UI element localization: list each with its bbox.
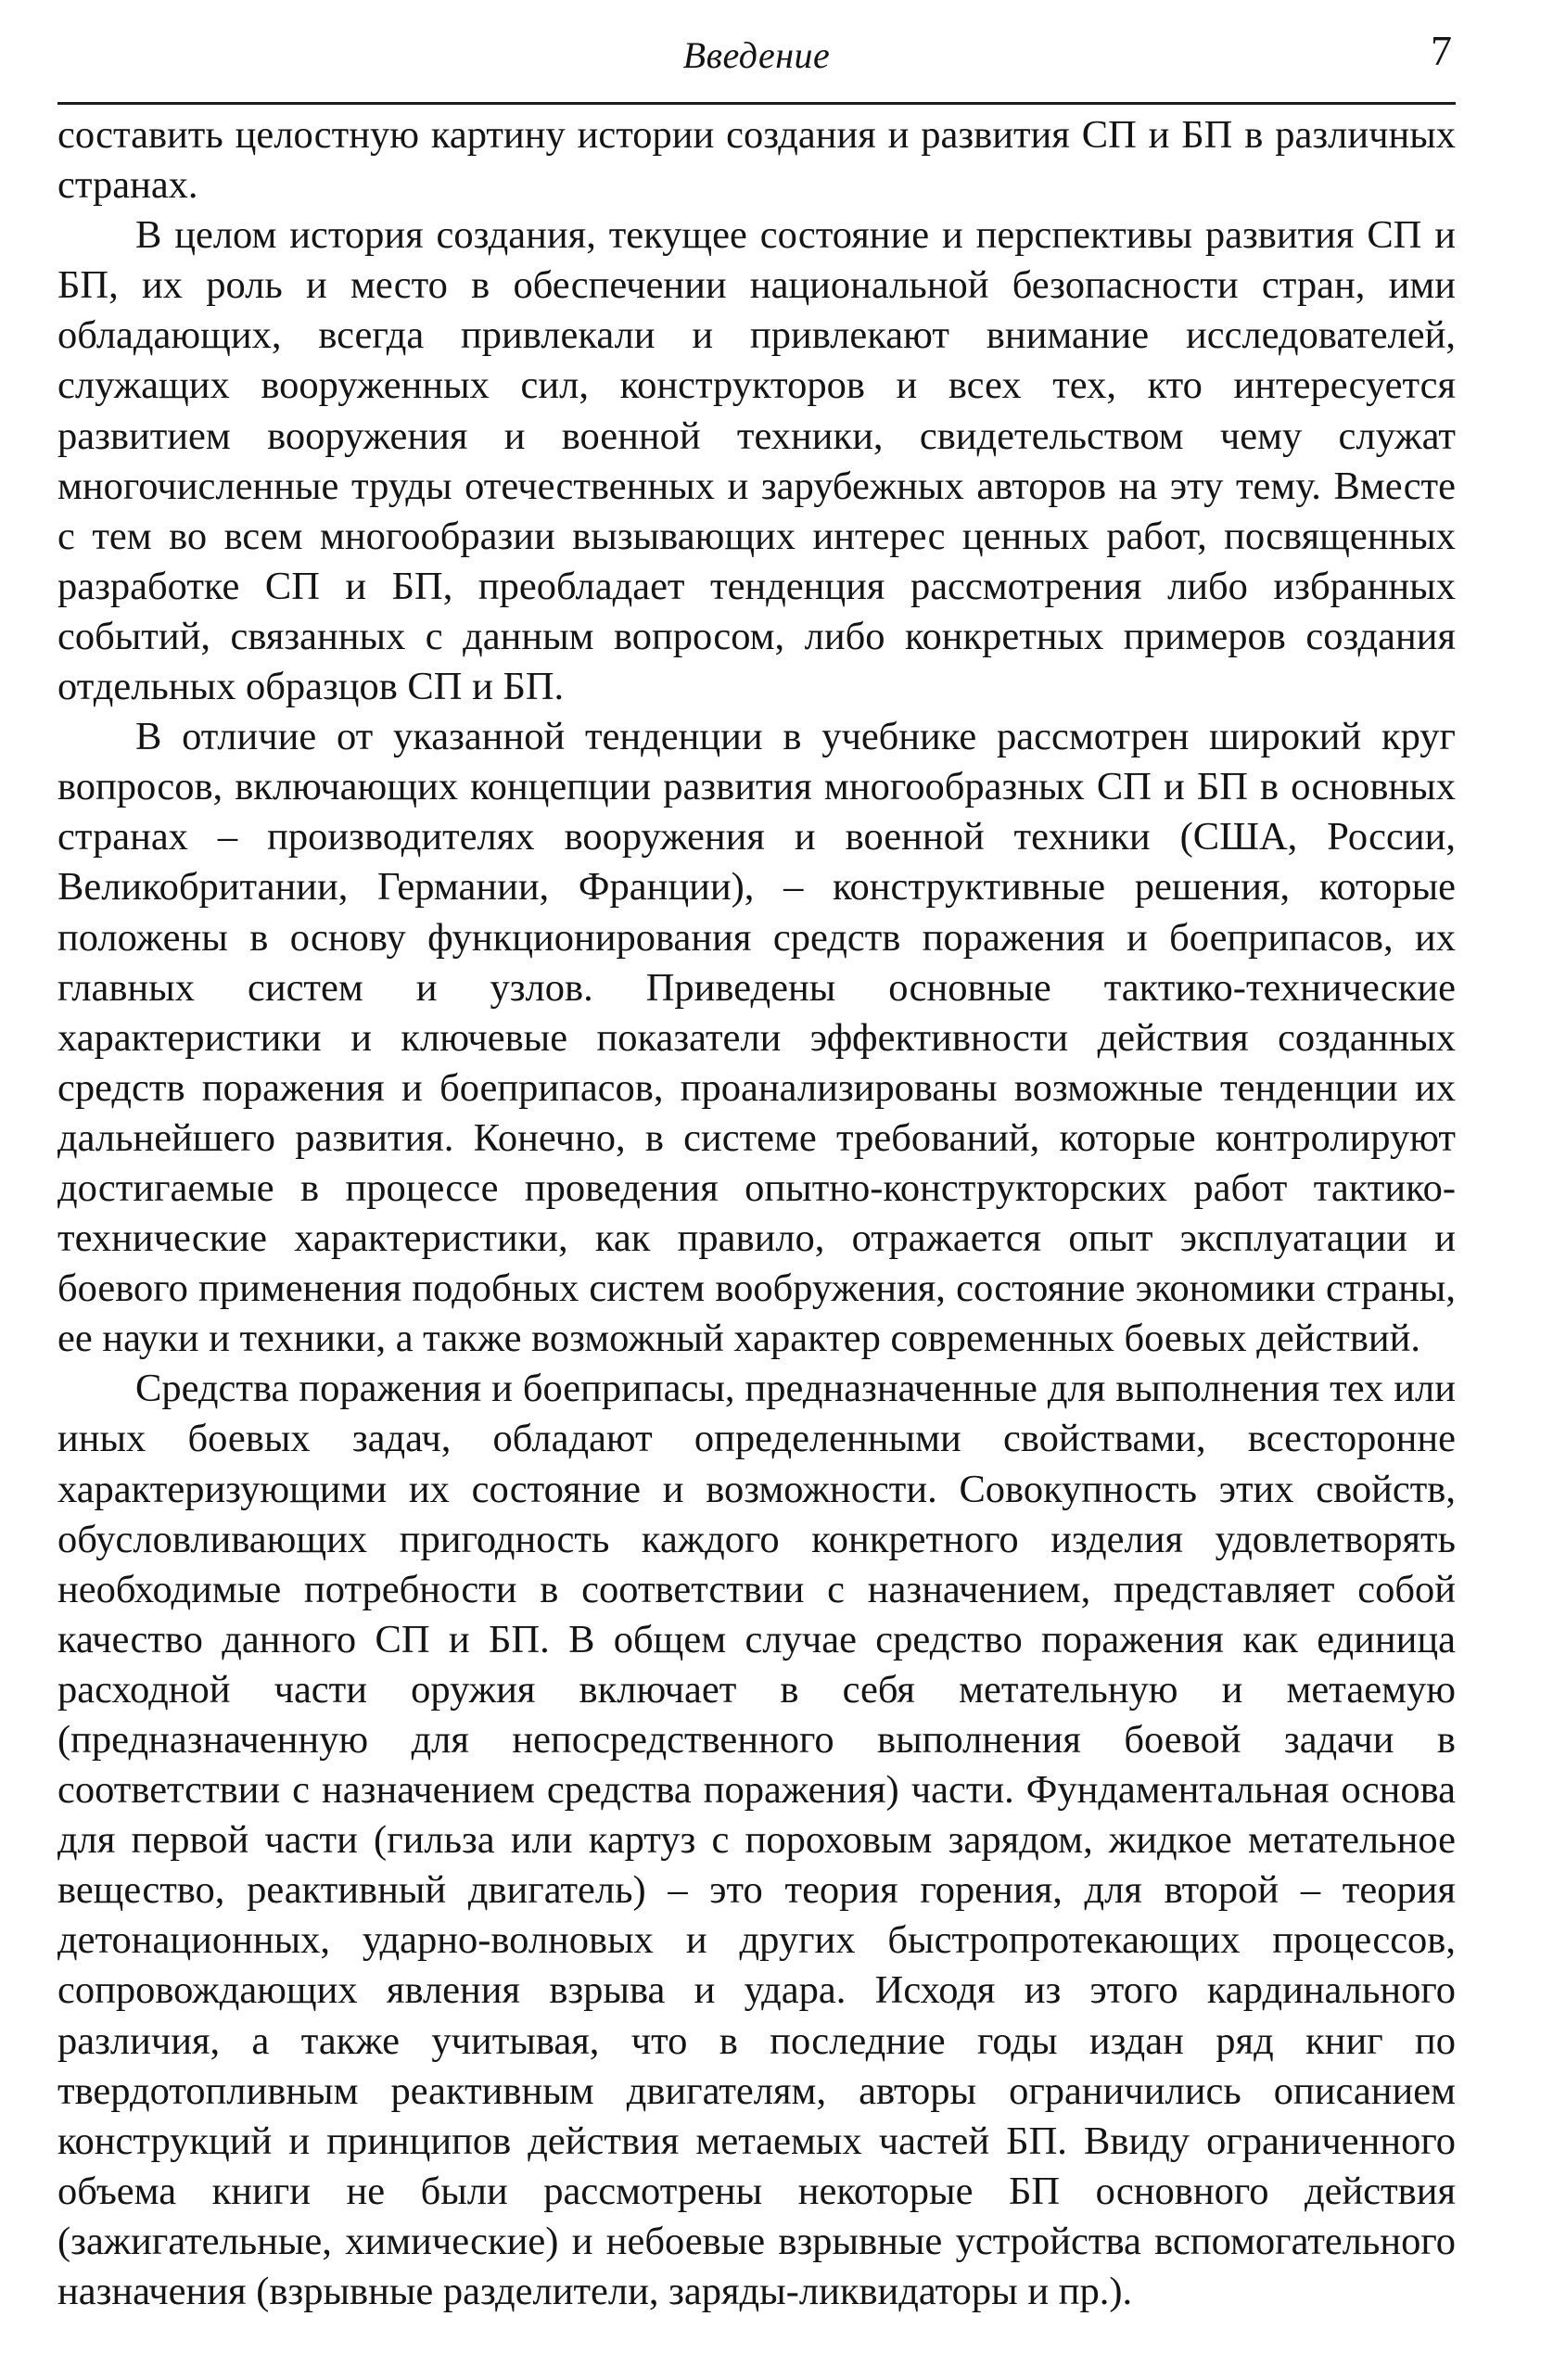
main-text bbox=[57, 110, 1456, 2317]
paragraph-continuation: составить целостную картину истории создания и развития СП и БП в различных странах. bbox=[57, 113, 1456, 208]
paragraph-properties: Средства поражения и боеприпасы, предназначенные для выполнения тех или иных боевых задач, обладают определенными свойствами, всесторонне характеризующими их состояние и возможности. Совокупность этих свойств, обусловливающих пригодность каждого конкретного изделия удовлетворять необходимые потребности в соответствии с назначением, представляет собой качество данного СП и БП. В общем случае средство поражения как единица расходной части оружия включает в себя метательную и метаемую (предназначенную для непосредственного выполнения боевой задачи в соответствии с назначением средства поражения) части. Фундаментальная основа для первой части (гильза или картуз с пороховым зарядом, жидкое метательное вещество, реактивный двигатель) – это теория горения, для второй – теория детонационных, ударно-волновых и других быстропротекающих процессов, сопровождающих явления взрыва и удара. Исходя из этого кардинального различия, а также учитывая, что в последние годы издан ряд книг по твердотопливным реактивным двигателям, авторы ограничились описанием конструкций и принципов действия метаемых частей БП. Ввиду ограниченного объема книги не были рассмотрены некоторые БП основного действия (зажигательные, химические) и небоевые взрывные устройства вспомогательного назначения (взрывные разделители, заряды-ликвидаторы и пр.). bbox=[57, 1367, 1456, 2314]
page-number: 7 bbox=[1431, 27, 1452, 74]
book-page bbox=[57, 17, 1456, 2353]
paragraph-history: В целом история создания, текущее состояние и перспективы развития СП и БП, их роль и место в обеспечении национальной безопасности стран, ими обладающих, всегда привлекали и привлекают внимание исследователей, служащих вооруженных сил, конструкторов и всех тех, кто интересуется развитием вооружения и военной техники, свидетельством чему служат многочисленные труды отечественных и зарубежных авторов на эту тему. Вместе с тем во всем многообразии вызывающих интерес ценных работ, посвященных разработке СП и БП, преобладает тенденция рассмотрения либо избранных событий, связанных с данным вопросом, либо конкретных примеров создания отдельных образцов СП и БП. bbox=[57, 213, 1456, 709]
section-title: Введение bbox=[682, 34, 831, 76]
running-header bbox=[57, 17, 1456, 105]
paragraph-scope: В отличие от указанной тенденции в учебнике рассмотрен широкий круг вопросов, включающих концепции развития многообразных СП и БП в основных странах – производителях вооружения и военной техники (США, России, Великобритании, Германии, Франции), – конструктивные решения, которые положены в основу функционирования средств поражения и боеприпасов, их главных систем и узлов. Приведены основные тактико-технические характеристики и ключевые показатели эффективности действия созданных средств поражения и боеприпасов, проанализированы возможные тенденции их дальнейшего развития. Конечно, в системе требований, которые контролируют достигаемые в процессе проведения опытно-конструкторских работ тактико-технические характеристики, как правило, отражается опыт эксплуатации и боевого применения подобных систем вообружения, состояние экономики страны, ее науки и техники, а также возможный характер современных боевых действий. bbox=[57, 715, 1456, 1361]
